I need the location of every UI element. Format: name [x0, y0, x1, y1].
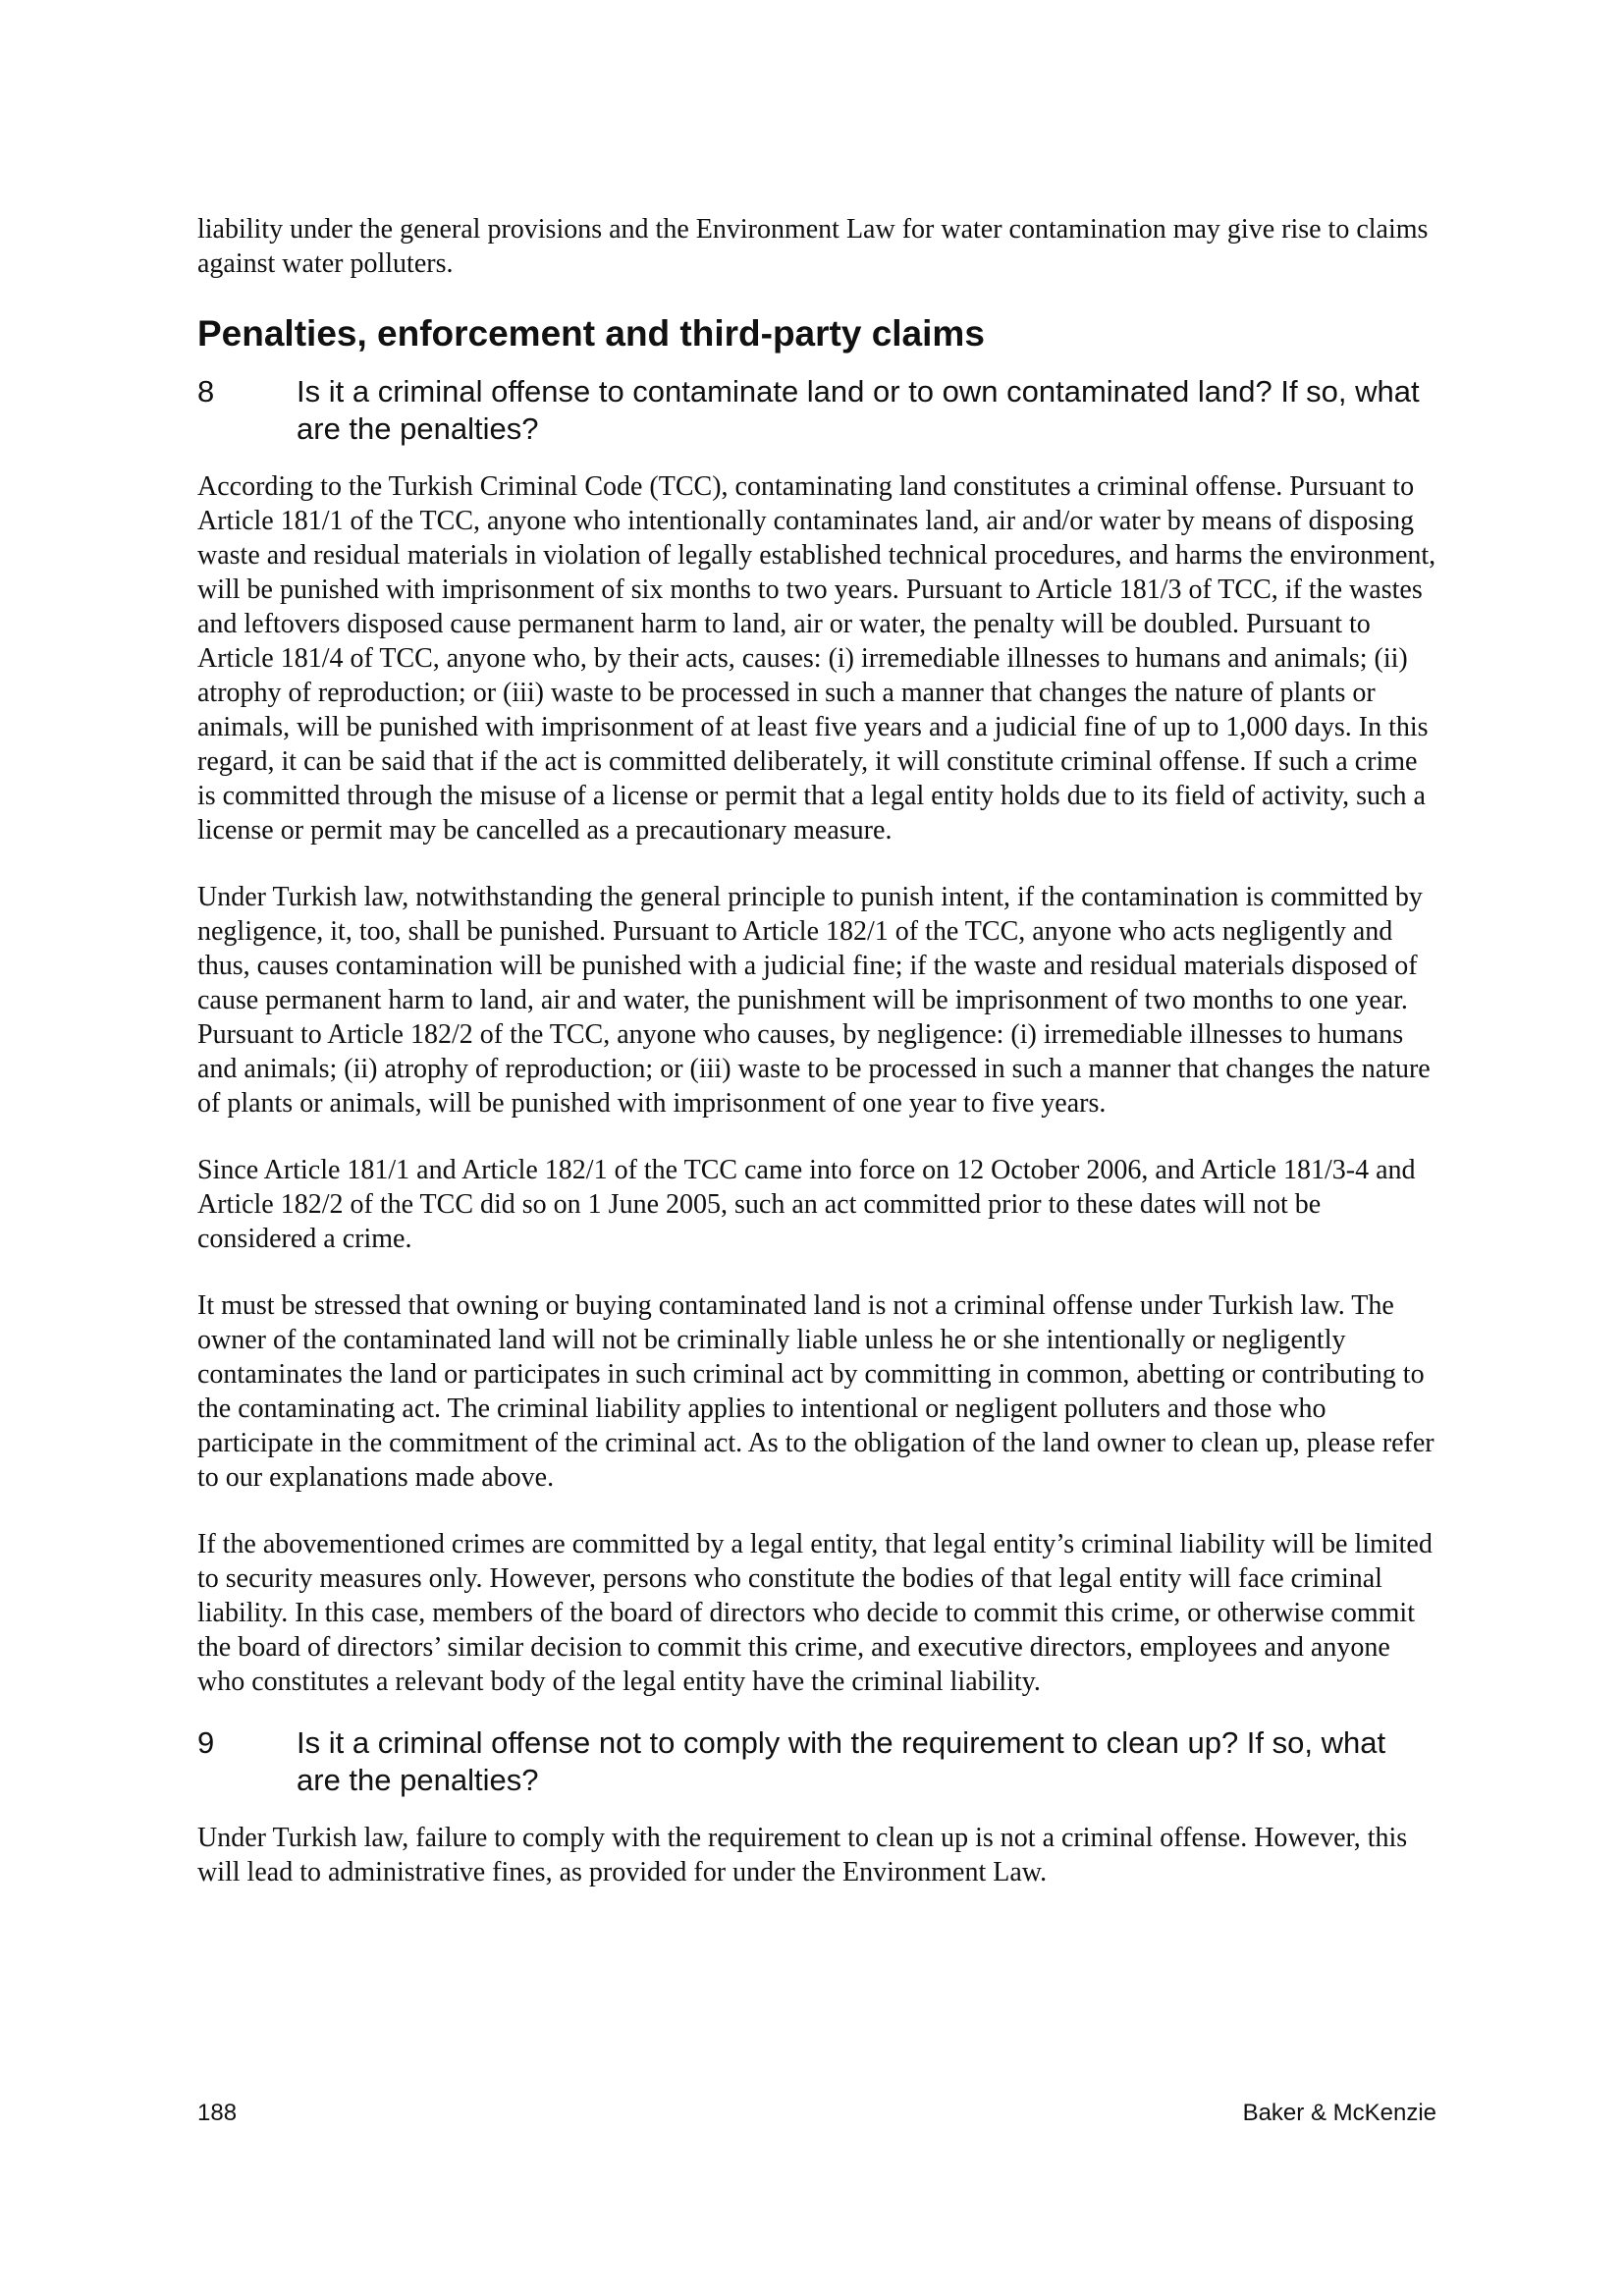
answer-paragraph: Since Article 181/1 and Article 182/1 of the TCC came into force on 12 October 2006, and Article 181/3-4 and Article 182/2 of the TCC did so on 1 June 2005, such an act committed prior to these dates will not be considered a crime.: [197, 1155, 1416, 1254]
page-footer: [197, 2100, 1436, 2127]
question-text: Is it a criminal offense to contaminate land or to own contaminated land? If so, what are the penalties?: [297, 374, 1420, 446]
answer-paragraph: Under Turkish law, failure to comply with the requirement to clean up is not a criminal offense. However, this will lead to administrative fines, as provided for under the Environment Law.: [197, 1823, 1408, 1887]
answer-paragraph: If the abovementioned crimes are committed by a legal entity, that legal entity’s criminal liability will be limited to security measures only. However, persons who constitute the bodies of that legal entity will face criminal liability. In this case, members of the board of directors who decide to commit this crime, or otherwise commit the board of directors’ similar decision to commit this crime, and executive directors, employees and anyone who constitutes a relevant body of the legal entity have the criminal liability.: [197, 1529, 1433, 1697]
question-9: [197, 1724, 1436, 1799]
footer-firm-name: Baker & McKenzie: [1242, 2100, 1436, 2126]
question-text: Is it a criminal offense not to comply with the requirement to clean up? If so, what are the penalties?: [297, 1725, 1386, 1797]
document-page: [197, 212, 1436, 1889]
answer-paragraph: According to the Turkish Criminal Code (TCC), contaminating land constitutes a criminal offense. Pursuant to Article 181/1 of the TCC, anyone who intentionally contaminates land, air and/or water by means of disposing waste and residual materials in violation of legally established technical procedures, and harms the environment, will be punished with imprisonment of six months to two years. Pursuant to Article 181/3 of TCC, if the wastes and leftovers disposed cause permanent harm to land, air or water, the penalty will be doubled. Pursuant to Article 181/4 of TCC, anyone who, by their acts, causes: (i) irremediable illnesses to humans and animals; (ii) atrophy of reproduction; or (iii) waste to be processed in such a manner that changes the nature of plants or animals, will be punished with imprisonment of at least five years and a judicial fine of up to 1,000 days. In this regard, it can be said that if the act is committed deliberately, it will constitute criminal offense. If such a crime is committed through the misuse of a license or permit that a legal entity holds due to its field of activity, such a license or permit may be cancelled as a precautionary measure.: [197, 471, 1436, 846]
question-number: 8: [197, 374, 215, 409]
intro-paragraph: liability under the general provisions and the Environment Law for water contamination may give rise to claims against water polluters.: [197, 214, 1429, 279]
section-heading: Penalties, enforcement and third-party claims: [197, 313, 985, 354]
answer-paragraph: Under Turkish law, notwithstanding the general principle to punish intent, if the contamination is committed by negligence, it, too, shall be punished. Pursuant to Article 182/1 of the TCC, anyone who acts negligently and thus, causes contamination will be punished with a judicial fine; if the waste and residual materials disposed of cause permanent harm to land, air and water, the punishment will be imprisonment of two months to one year. Pursuant to Article 182/2 of the TCC, anyone who causes, by negligence: (i) irremediable illnesses to humans and animals; (ii) atrophy of reproduction; or (iii) waste to be processed in such a manner that changes the nature of plants or animals, will be punished with imprisonment of one year to five years.: [197, 882, 1431, 1119]
answer-8: [197, 469, 1436, 1699]
answer-paragraph: It must be stressed that owning or buying contaminated land is not a criminal offense under Turkish law. The owner of the contaminated land will not be criminally liable unless he or she intentionally or negligently contaminates the land or participates in such criminal act by committing in common, abetting or contributing to the contaminating act. The criminal liability applies to intentional or negligent polluters and those who participate in the commitment of the criminal act. As to the obligation of the land owner to clean up, please refer to our explanations made above.: [197, 1290, 1435, 1493]
page-number: 188: [197, 2100, 238, 2126]
question-number: 9: [197, 1725, 215, 1760]
question-8: [197, 373, 1436, 448]
answer-9: [197, 1821, 1436, 1889]
